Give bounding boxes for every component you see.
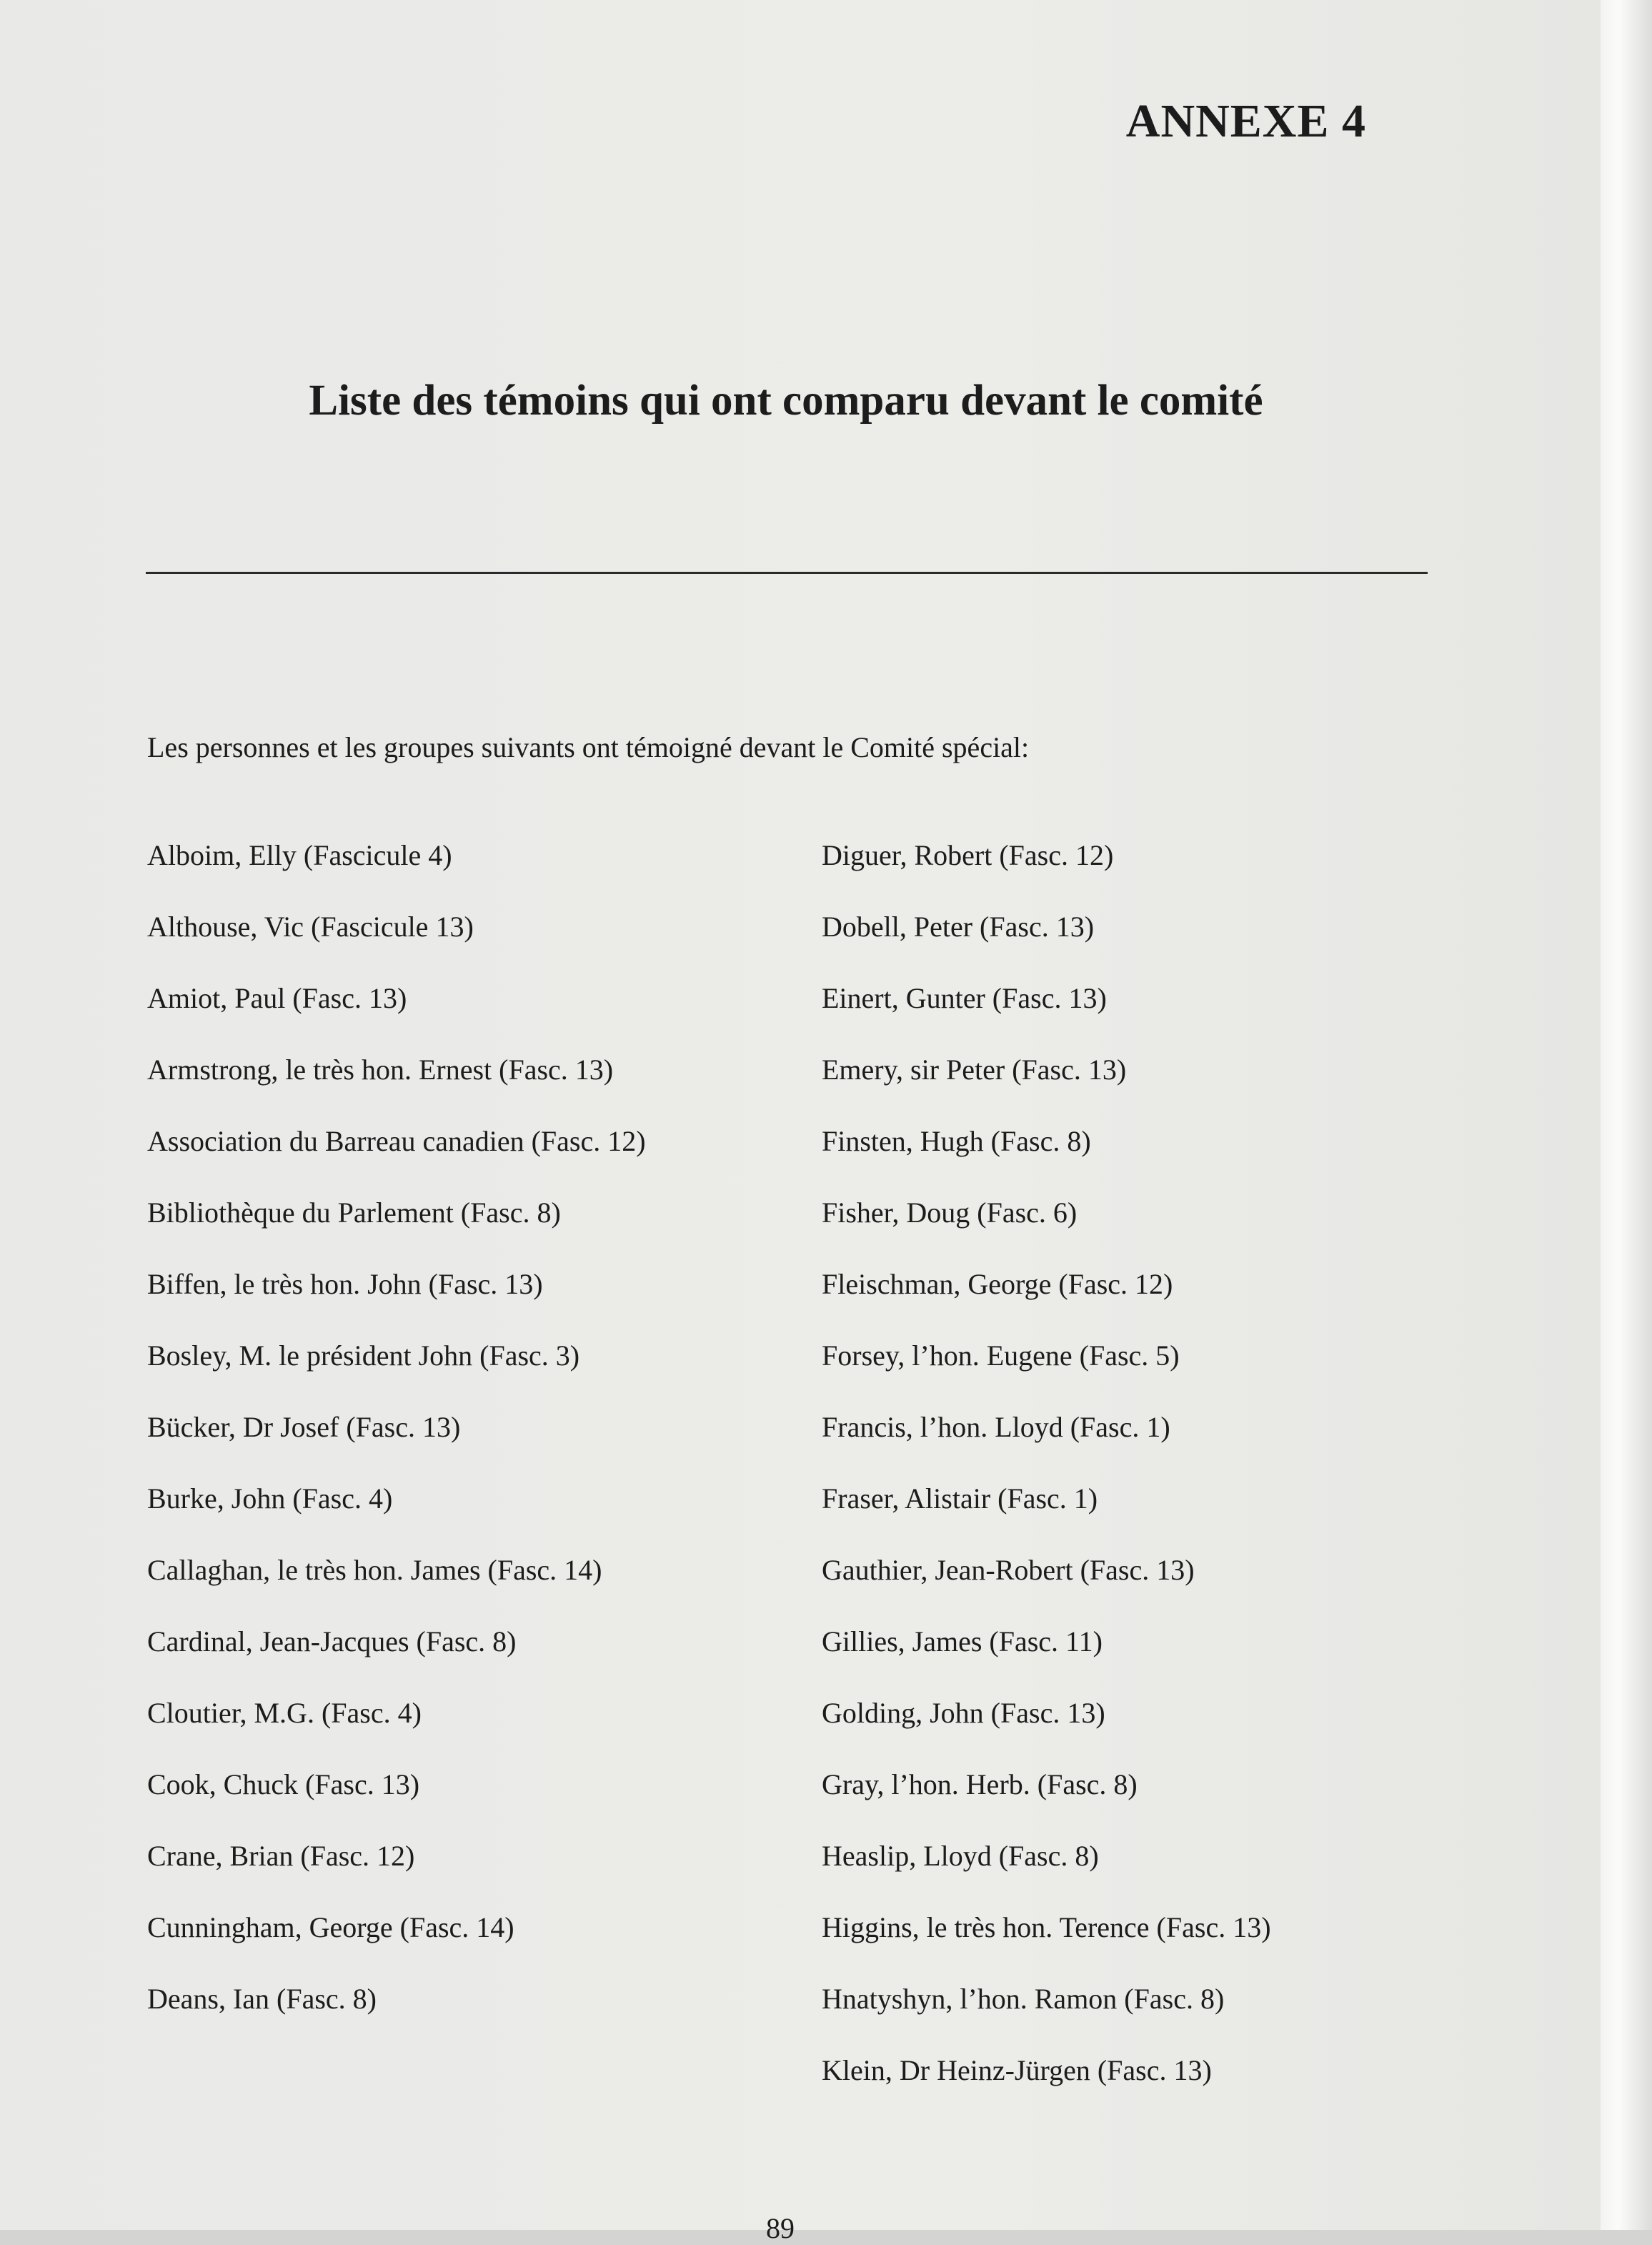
witness-entry: Cunningham, George (Fasc. 14) (147, 1911, 514, 1943)
witness-entry: Burke, John (Fasc. 4) (147, 1482, 393, 1515)
witness-entry: Klein, Dr Heinz-Jürgen (Fasc. 13) (822, 2054, 1212, 2086)
witness-entry: Emery, sir Peter (Fasc. 13) (822, 1054, 1127, 1086)
witness-entry: Gillies, James (Fasc. 11) (822, 1625, 1103, 1657)
witness-entry: Fraser, Alistair (Fasc. 1) (822, 1482, 1098, 1515)
witness-entry: Einert, Gunter (Fasc. 13) (822, 982, 1107, 1014)
witness-entry: Cloutier, M.G. (Fasc. 4) (147, 1697, 422, 1729)
witness-entry: Fleischman, George (Fasc. 12) (822, 1268, 1173, 1300)
page-number: 89 (766, 2212, 795, 2244)
witness-entry: Armstrong, le très hon. Ernest (Fasc. 13) (147, 1054, 614, 1086)
witness-entry: Dobell, Peter (Fasc. 13) (822, 911, 1095, 943)
annex-heading: ANNEXE 4 (1125, 95, 1366, 147)
witness-entry: Amiot, Paul (Fasc. 13) (147, 982, 407, 1014)
witness-entry: Fisher, Doug (Fasc. 6) (822, 1196, 1078, 1229)
witness-entry: Association du Barreau canadien (Fasc. 12) (147, 1125, 646, 1157)
witness-entry: Callaghan, le très hon. James (Fasc. 14) (147, 1554, 602, 1586)
witness-entry: Forsey, l’hon. Eugene (Fasc. 5) (822, 1339, 1180, 1372)
witness-entry: Bosley, M. le président John (Fasc. 3) (147, 1339, 580, 1372)
witness-entry: Hnatyshyn, l’hon. Ramon (Fasc. 8) (822, 1983, 1225, 2015)
witness-entry: Gray, l’hon. Herb. (Fasc. 8) (822, 1768, 1138, 1800)
witness-entry: Cook, Chuck (Fasc. 13) (147, 1768, 420, 1800)
page-edge (1601, 0, 1652, 2230)
witness-entry: Althouse, Vic (Fascicule 13) (147, 911, 474, 943)
intro-paragraph: Les personnes et les groupes suivants ont témoigné devant le Comité spécial: (147, 731, 1030, 763)
witness-entry: Golding, John (Fasc. 13) (822, 1697, 1105, 1729)
witness-entry: Deans, Ian (Fasc. 8) (147, 1983, 377, 2015)
witness-entry: Gauthier, Jean-Robert (Fasc. 13) (822, 1554, 1195, 1586)
witness-list-right (822, 835, 1465, 2121)
witness-entry: Heaslip, Lloyd (Fasc. 8) (822, 1840, 1099, 1872)
witness-entry: Bücker, Dr Josef (Fasc. 13) (147, 1411, 461, 1443)
witness-entry: Cardinal, Jean-Jacques (Fasc. 8) (147, 1625, 517, 1657)
witness-entry: Diguer, Robert (Fasc. 12) (822, 839, 1114, 871)
witness-entry: Higgins, le très hon. Terence (Fasc. 13) (822, 1911, 1271, 1943)
witness-entry: Biffen, le très hon. John (Fasc. 13) (147, 1268, 543, 1300)
witness-entry: Francis, l’hon. Lloyd (Fasc. 1) (822, 1411, 1170, 1443)
witness-entry: Finsten, Hugh (Fasc. 8) (822, 1125, 1091, 1157)
witness-list-left (147, 835, 790, 2050)
witness-entry: Bibliothèque du Parlement (Fasc. 8) (147, 1196, 561, 1229)
witness-entry: Crane, Brian (Fasc. 12) (147, 1840, 415, 1872)
page-title: Liste des témoins qui ont comparu devant le comité (309, 377, 1263, 425)
witness-entry: Alboim, Elly (Fascicule 4) (147, 839, 452, 871)
title-divider (146, 572, 1428, 574)
